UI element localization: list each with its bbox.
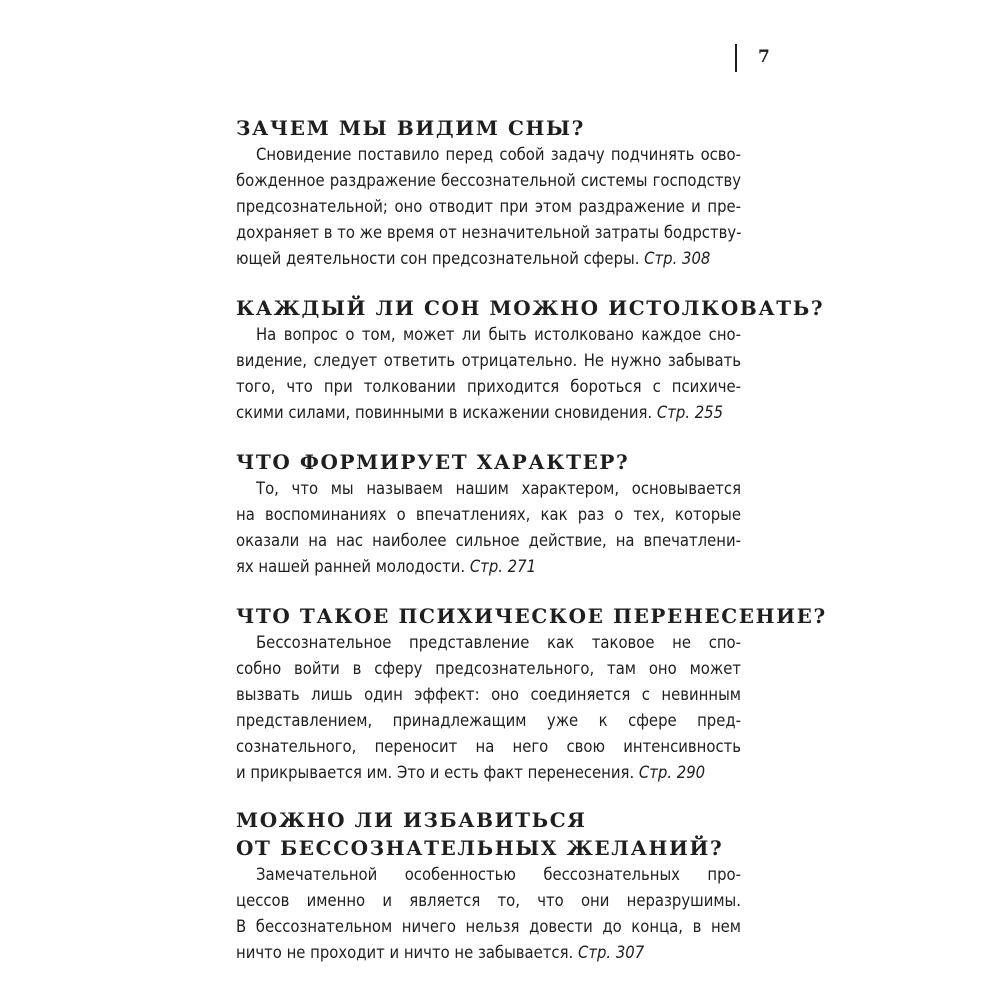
page-number-rule (735, 44, 737, 72)
section-heading: ЧТО ФОРМИРУЕТ ХАРАКТЕР? (236, 450, 630, 474)
body-line: видение, следует ответить отрицательно. Не нужно забывать (236, 351, 741, 370)
body-line: божденное раздражение бессознательной системы господству (236, 171, 741, 190)
body-line: На вопрос о том, может ли быть истолковано каждое сно- (256, 325, 741, 344)
body-line-text: ющей деятельности сон предсознательной сферы. (236, 249, 640, 268)
section-body (236, 476, 741, 580)
section-body (236, 630, 741, 786)
section-heading: КАЖДЫЙ ЛИ СОН МОЖНО ИСТОЛКОВАТЬ? (236, 296, 825, 320)
section-heading: ЧТО ТАКОЕ ПСИХИЧЕСКОЕ ПЕРЕНЕСЕНИЕ? (236, 604, 827, 628)
body-line: оказали на нас наиболее сильное действие, на впечатлени- (236, 531, 741, 550)
section-heading (236, 806, 741, 862)
page-reference: Стр. 290 (638, 763, 706, 782)
section-body (236, 862, 741, 966)
body-line: вызвать лишь один эффект: оно соединяется с невинным (236, 685, 741, 704)
section-heading: ЗАЧЕМ МЫ ВИДИМ СНЫ? (236, 116, 586, 140)
section-unconscious-wishes (236, 806, 741, 966)
body-line: цессов именно и является то, что они неразрушимы. (236, 891, 741, 910)
body-line-last (236, 246, 741, 272)
body-line-last (236, 400, 741, 426)
body-line: дохраняет в то же время от незначительной затраты бодрству- (236, 223, 742, 242)
heading-line: МОЖНО ЛИ ИЗБАВИТЬСЯ (236, 808, 587, 832)
page-reference: Стр. 255 (656, 403, 724, 422)
body-line-text: скими силами, повинными в искажении сновидения. (236, 403, 653, 422)
body-line-last (236, 554, 741, 580)
body-line: того, что при толковании приходится бороться с психиче- (236, 377, 741, 396)
body-line-last (236, 760, 741, 786)
section-body (236, 142, 741, 272)
heading-line: ОТ БЕССОЗНАТЕЛЬНЫХ ЖЕЛАНИЙ? (236, 836, 724, 860)
section-character (236, 448, 741, 580)
page-reference: Стр. 308 (644, 249, 711, 268)
body-line: собно войти в сферу предсознательного, там оно может (236, 659, 741, 678)
body-line: Сновидение поставило перед собой задачу подчинять осво- (256, 145, 741, 164)
body-line: То, что мы называем нашим характером, основывается (256, 479, 741, 498)
body-line: В бессознательном ничего нельзя довести до конца, в нем (236, 917, 741, 936)
body-line: сознательного, переносит на него свою интенсивность (236, 737, 741, 756)
body-line-last (236, 940, 741, 966)
body-line: представлением, принадлежащим уже к сфере пред- (236, 711, 741, 730)
section-every-dream (236, 294, 825, 426)
page-number: 7 (758, 47, 770, 67)
body-line: Замечательной особенностью бессознательных про- (256, 865, 741, 884)
page-reference: Стр. 307 (577, 943, 645, 962)
body-line-text: и прикрывается им. Это и есть факт перенесения. (236, 763, 635, 782)
section-transference (236, 602, 827, 786)
section-why-dream (236, 114, 741, 272)
body-line-text: ничто не проходит и ничто не забывается. (236, 943, 574, 962)
section-body (236, 322, 741, 426)
body-line: Бессознательное представление как таковое не спо- (256, 633, 741, 652)
page-reference: Стр. 271 (469, 557, 537, 576)
body-line: на воспоминаниях о впечатлениях, как раз о тех, которые (236, 505, 741, 524)
body-line: предсознательной; оно отводит при этом раздражение и пре- (236, 197, 741, 216)
body-line-text: ях нашей ранней молодости. (236, 557, 466, 576)
